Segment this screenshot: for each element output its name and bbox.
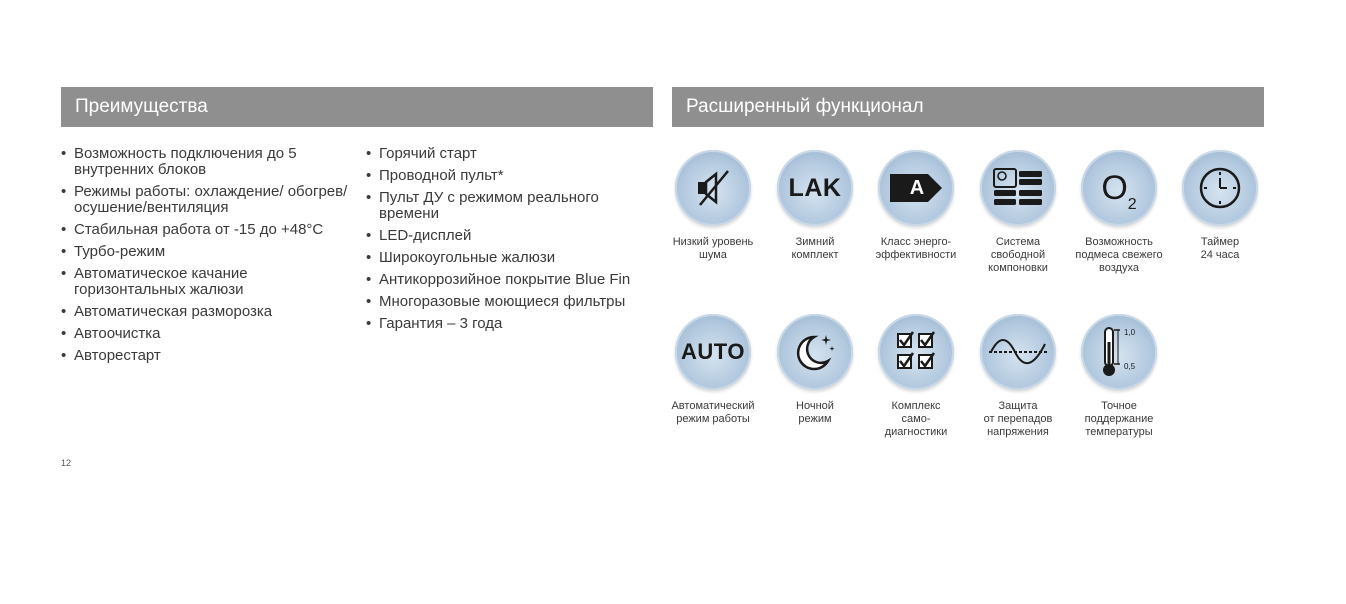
list-item: • Горячий старт: [366, 146, 656, 162]
feature-caption: Возможность подмеса свежего воздуха: [1075, 236, 1163, 274]
list-item: • Пульт ДУ с режимом реального времени: [366, 190, 656, 222]
thermometer-icon: [1081, 314, 1157, 390]
list-item: • Возможность подключения до 5 внутренних блоков: [61, 146, 361, 178]
energy-class-letter: A: [909, 176, 925, 199]
oxygen-symbol: O: [1101, 168, 1128, 207]
checklist-icon: [878, 314, 954, 390]
list-item: • Широкоугольные жалюзи: [366, 250, 656, 266]
lak-icon-text: LAK: [788, 173, 842, 202]
page-number: 12: [61, 458, 72, 468]
clock-icon: [1182, 150, 1258, 226]
list-item: • Гарантия – 3 года: [366, 316, 656, 332]
oxygen-subscript: 2: [1127, 195, 1137, 213]
oxygen-icon: [1081, 150, 1157, 226]
feature-fresh-air: [1069, 150, 1169, 275]
feature-caption: Защита от перепадов напряжения: [983, 400, 1053, 438]
auto-icon-text: AUTO: [681, 339, 745, 364]
sine-wave-icon: [980, 314, 1056, 390]
advantages-list-right: [366, 146, 656, 338]
modular-units-icon: [980, 150, 1056, 226]
feature-winter-kit: [765, 150, 865, 262]
advantages-list-left: [61, 146, 361, 370]
feature-energy-class: [866, 150, 966, 262]
features-header: Расширенный функционал: [672, 87, 1264, 127]
thermometer-label-low: 0,5: [1124, 362, 1136, 371]
feature-caption: Таймер 24 часа: [1200, 236, 1240, 261]
feature-caption: Зимний комплект: [791, 236, 839, 261]
list-item: • LED-дисплей: [366, 228, 656, 244]
feature-caption: Ночной режим: [796, 400, 834, 425]
feature-voltage-protection: [968, 314, 1068, 439]
feature-caption: Низкий уровень шума: [672, 236, 754, 261]
list-item: • Стабильная работа от -15 до +48°С: [61, 222, 361, 238]
feature-caption: Система свободной компоновки: [988, 236, 1048, 274]
speaker-muted-icon: [675, 150, 751, 226]
list-item: • Автоматическая разморозка: [61, 304, 361, 320]
feature-free-layout: [968, 150, 1068, 275]
list-item: • Авторестарт: [61, 348, 361, 364]
lak-icon: [777, 150, 853, 226]
feature-caption: Автоматический режим работы: [671, 400, 755, 425]
thermometer-label-high: 1,0: [1124, 328, 1136, 337]
list-item: • Автоматическое качание горизонтальных жалюзи: [61, 266, 361, 298]
list-item: • Турбо-режим: [61, 244, 361, 260]
feature-timer: [1170, 150, 1270, 262]
feature-caption: Точное поддержание температуры: [1084, 400, 1154, 438]
feature-low-noise: [663, 150, 763, 262]
list-item: • Режимы работы: охлаждение/ обогрев/осушение/вентиляция: [61, 184, 361, 216]
list-item: • Многоразовые моющиеся фильтры: [366, 294, 656, 310]
list-item: • Антикоррозийное покрытие Blue Fin: [366, 272, 656, 288]
list-item: • Автоочистка: [61, 326, 361, 342]
feature-auto-mode: [663, 314, 763, 426]
moon-icon: [777, 314, 853, 390]
feature-caption: Класс энерго- эффективности: [875, 236, 957, 261]
feature-precise-temperature: [1069, 314, 1169, 439]
feature-self-diagnostics: [866, 314, 966, 439]
advantages-header: Преимущества: [61, 87, 653, 127]
list-item: • Проводной пульт*: [366, 168, 656, 184]
energy-class-a-icon: [878, 150, 954, 226]
feature-caption: Комплекс само- диагностики: [884, 400, 948, 438]
auto-icon: [675, 314, 751, 390]
feature-night-mode: [765, 314, 865, 426]
